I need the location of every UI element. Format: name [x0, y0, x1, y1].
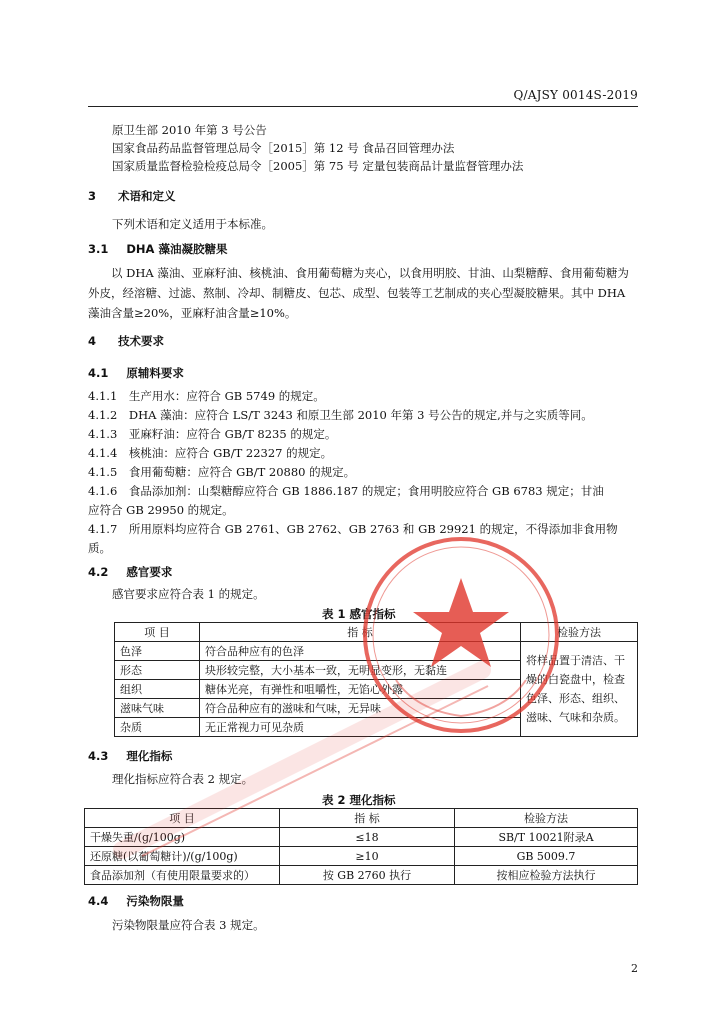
index-cell: 符合品种应有的色泽 — [200, 642, 521, 661]
clause-text: 亚麻籽油：应符合 GB/T 8235 的规定。 — [128, 427, 337, 441]
section-4-3-intro: 理化指标应符合表 2 规定。 — [112, 772, 254, 786]
table-2-caption: 表 2 理化指标 — [322, 793, 396, 807]
ref-line: 国家食品药品监督管理总局令［2015］第 12 号 食品召回管理办法 — [112, 141, 455, 155]
section-4-1-heading — [88, 365, 184, 381]
section-3-1-body: 以 DHA 藻油、亚麻籽油、核桃油、食用葡萄糖为夹心，以食用明胶、甘油、山梨糖醇、食用葡萄糖为外皮，经溶糖、过滤、熬制、冷却、制糖皮、包芯、成型、包装等工艺制成的夹心型凝胶糖果。其中 DHA 藻油含量≥20%，亚麻籽油含量≥10%。 — [88, 266, 629, 320]
method-line: 色泽、形态、组织、 — [526, 692, 625, 705]
clause-number: 4.1.4 — [88, 446, 118, 460]
clause-number: 4.1.1 — [88, 389, 118, 403]
ref-line: 原卫生部 2010 年第 3 号公告 — [112, 123, 267, 137]
clause-number: 4.1.3 — [88, 427, 118, 441]
clause-4-1-6 — [88, 483, 604, 499]
section-3-heading — [88, 188, 176, 204]
clause-text: 食用葡萄糖：应符合 GB/T 20880 的规定。 — [128, 465, 356, 479]
table-row — [85, 866, 638, 885]
clause-4-1-6-cont: 应符合 GB 29950 的规定。 — [88, 503, 234, 517]
item-cell: 组织 — [115, 680, 200, 699]
section-number: 4.2 — [88, 565, 109, 579]
method-cell: 按相应检验方法执行 — [455, 866, 638, 885]
ref-line: 国家质量监督检验检疫总局令［2005］第 75 号 定量包装商品计量监督管理办法 — [112, 159, 524, 173]
header-cell: 项 目 — [115, 623, 200, 642]
section-title: 术语和定义 — [118, 189, 176, 203]
clause-text: DHA 藻油：应符合 LS/T 3243 和原卫生部 2010 年第 3 号公告的规定,并与之实质等同。 — [128, 408, 593, 422]
clause-4-1-3 — [88, 426, 336, 442]
item-cell: 杂质 — [115, 718, 200, 737]
method-line: 燥的白瓷盘中，检查 — [526, 673, 625, 686]
section-title: 理化指标 — [126, 749, 173, 763]
item-cell: 食品添加剂（有使用限量要求的） — [85, 866, 280, 885]
item-cell: 还原糖(以葡萄糖计)/(g/100g) — [85, 847, 280, 866]
standard-code: Q/AJSY 0014S-2019 — [513, 88, 638, 102]
clause-number: 4.1.5 — [88, 465, 118, 479]
header-cell: 检验方法 — [521, 623, 638, 642]
clause-text: 食品添加剂：山梨糖醇应符合 GB 1886.187 的规定；食用明胶应符合 GB 6783 规定；甘油 — [128, 484, 604, 498]
section-number: 4.4 — [88, 894, 109, 908]
section-title: 感官要求 — [126, 565, 173, 579]
index-cell: ≥10 — [280, 847, 455, 866]
item-cell: 干燥失重/(g/100g) — [85, 828, 280, 847]
section-number: 3.1 — [88, 242, 109, 256]
clause-4-1-1 — [88, 388, 325, 404]
index-cell: 按 GB 2760 执行 — [280, 866, 455, 885]
index-cell: 糖体光亮，有弹性和咀嚼性，无馅心外露 — [200, 680, 521, 699]
section-4-heading — [88, 333, 164, 349]
clause-4-1-7-cont: 质。 — [88, 541, 111, 555]
method-cell: SB/T 10021附录A — [455, 828, 638, 847]
page-number: 2 — [631, 962, 638, 975]
section-4-2-heading — [88, 564, 172, 580]
clause-number: 4.1.6 — [88, 484, 118, 498]
method-line: 滋味、气味和杂质。 — [526, 711, 625, 724]
method-cell: GB 5009.7 — [455, 847, 638, 866]
header-rule — [88, 106, 638, 107]
clause-number: 4.1.7 — [88, 522, 118, 536]
section-number: 4 — [88, 334, 97, 348]
index-cell: 块形较完整，大小基本一致，无明显变形，无黏连 — [200, 661, 521, 680]
header-cell: 指 标 — [200, 623, 521, 642]
section-title: 原辅料要求 — [126, 366, 184, 380]
section-4-4-intro: 污染物限量应符合表 3 规定。 — [112, 918, 265, 932]
header-cell: 检验方法 — [455, 809, 638, 828]
section-4-2-intro: 感官要求应符合表 1 的规定。 — [112, 587, 265, 601]
filing-watermark-stamp — [112, 660, 492, 860]
section-number: 3 — [88, 189, 97, 203]
clause-text: 核桃油：应符合 GB/T 22327 的规定。 — [128, 446, 333, 460]
clause-text: 生产用水：应符合 GB 5749 的规定。 — [128, 389, 325, 403]
section-number: 4.1 — [88, 366, 109, 380]
clause-4-1-5 — [88, 464, 355, 480]
clause-text: 所用原料均应符合 GB 2761、GB 2762、GB 2763 和 GB 29921 的规定，不得添加非食用物 — [128, 522, 618, 536]
clause-number: 4.1.2 — [88, 408, 118, 422]
table-1-caption: 表 1 感官指标 — [322, 607, 396, 621]
section-3-1-heading — [88, 241, 227, 257]
index-cell: 符合品种应有的滋味和气味，无异味 — [200, 699, 521, 718]
section-3-intro: 下列术语和定义适用于本标准。 — [112, 217, 273, 231]
item-cell: 滋味气味 — [115, 699, 200, 718]
method-line: 将样品置于清洁、干 — [526, 654, 625, 667]
index-cell: ≤18 — [280, 828, 455, 847]
header-cell: 指 标 — [280, 809, 455, 828]
item-cell: 色泽 — [115, 642, 200, 661]
seal-star-icon — [413, 578, 509, 667]
section-number: 4.3 — [88, 749, 109, 763]
section-title: 污染物限量 — [126, 894, 184, 908]
section-title: 技术要求 — [118, 334, 165, 348]
header-cell: 项 目 — [85, 809, 280, 828]
index-cell: 无正常视力可见杂质 — [200, 718, 521, 737]
clause-4-1-4 — [88, 445, 332, 461]
section-title: DHA 藻油凝胶糖果 — [126, 242, 228, 256]
clause-4-1-2 — [88, 407, 593, 423]
section-4-4-heading — [88, 893, 184, 909]
item-cell: 形态 — [115, 661, 200, 680]
